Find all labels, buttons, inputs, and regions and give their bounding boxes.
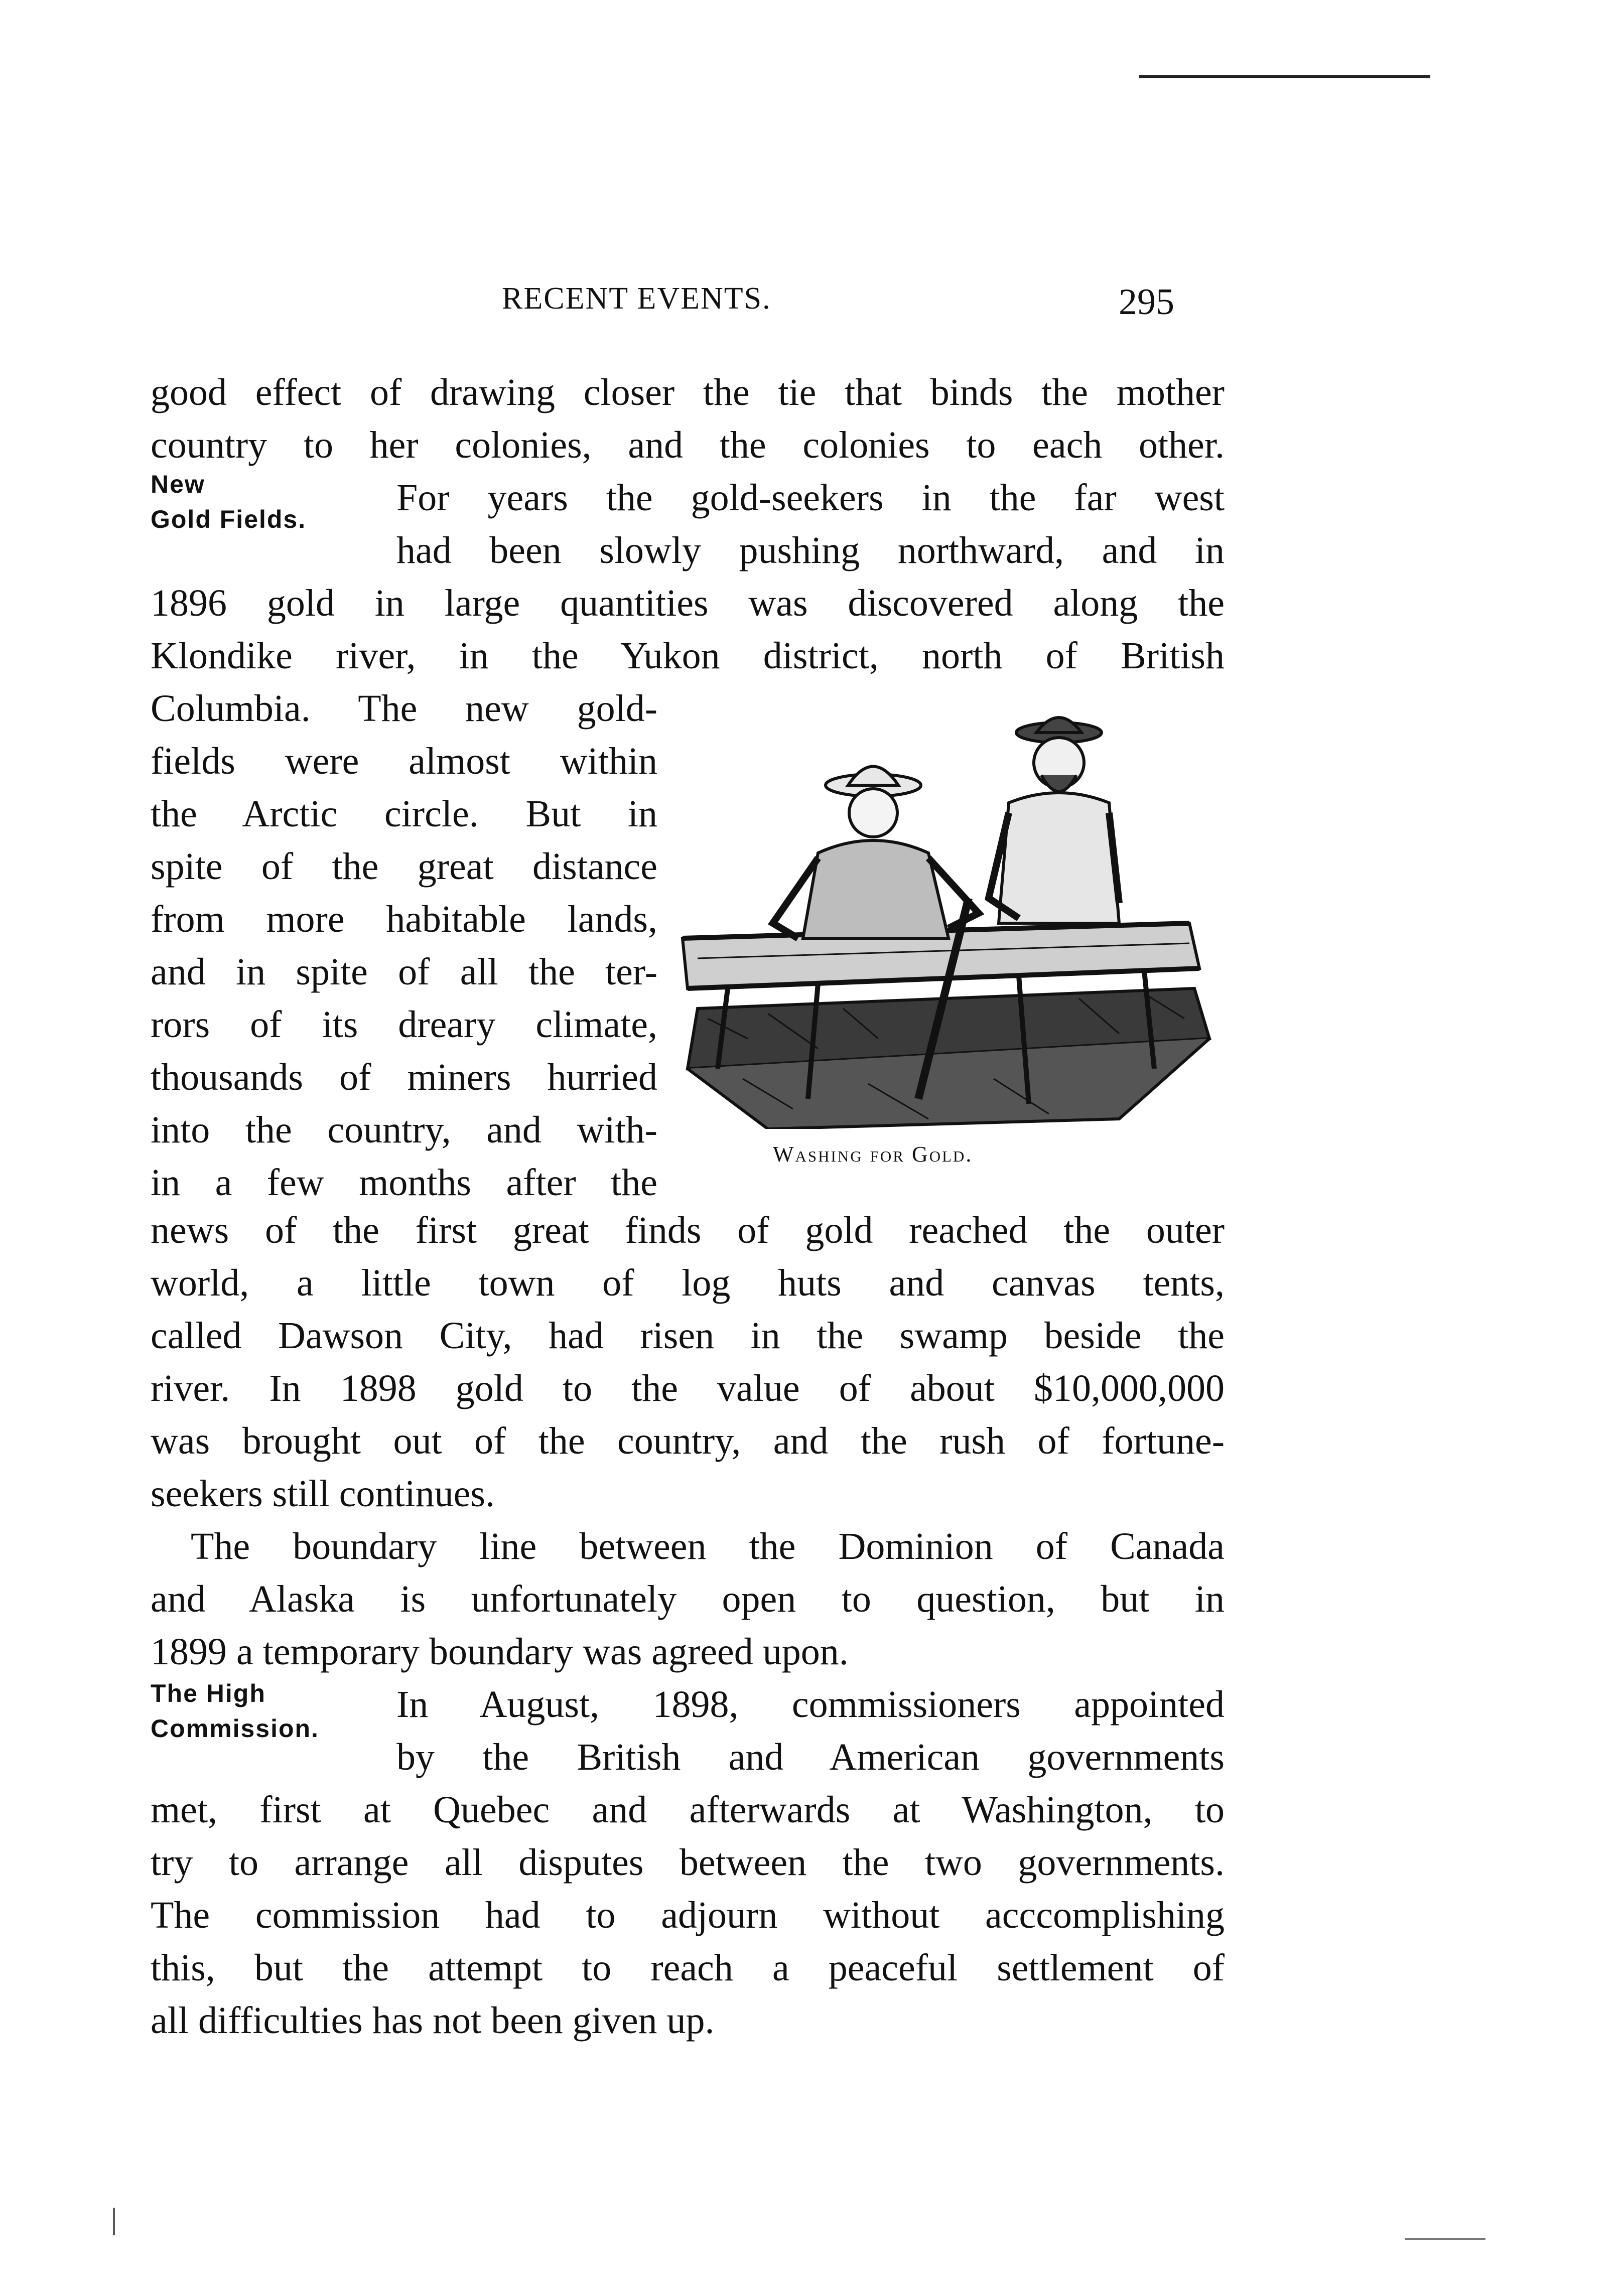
text-line: For years the gold-seekers in the far west [396, 477, 1225, 519]
text-line: into the country, and with- [151, 1109, 657, 1151]
text-line: news of the first great finds of gold reached the outer [151, 1209, 1225, 1251]
paragraph-new-gold-lead [396, 472, 1225, 577]
text-line: Klondike river, in the Yukon district, north of British [151, 635, 1225, 677]
paragraph-new-gold-after [151, 1204, 1225, 1520]
text-line: the Arctic circle. But in [151, 793, 657, 835]
text-line: met, first at Quebec and afterwards at Washington, to [151, 1789, 1225, 1831]
text-line: called Dawson City, had risen in the swamp beside the [151, 1315, 1225, 1357]
sidenote-line: New [151, 470, 205, 498]
sidenote-line: Commission. [151, 1714, 319, 1743]
page-number: 295 [1119, 281, 1174, 323]
paragraph-high-commission-lead [396, 1678, 1225, 1784]
scan-rule-top [1139, 75, 1430, 78]
text-line: The boundary line between the Dominion of Canada [191, 1525, 1225, 1567]
text-line: thousands of miners hurried [151, 1056, 657, 1098]
figure-caption: Washing for Gold. [773, 1142, 973, 1167]
text-line: and Alaska is unfortunately open to question, but in [151, 1578, 1225, 1620]
sidenote-line: Gold Fields. [151, 505, 307, 533]
running-header [502, 281, 1174, 326]
text-line: was brought out of the country, and the rush of fortune- [151, 1420, 1225, 1462]
washing-for-gold-illustration [667, 687, 1230, 1129]
text-line: rors of its dreary climate, [151, 1003, 657, 1046]
scan-rule-bottom [1405, 2238, 1485, 2240]
sidenote-new-gold-fields [151, 467, 306, 537]
paragraph-intro [151, 366, 1225, 472]
text-line: try to arrange all disputes between the two governments. [151, 1841, 1225, 1884]
text-line: in a few months after the [151, 1162, 657, 1204]
paragraph-high-commission-full [151, 1784, 1225, 2047]
text-line: river. In 1898 gold to the value of about $10,000,000 [151, 1367, 1225, 1409]
text-line: seekers still continues. [151, 1473, 495, 1515]
text-line: by the British and American governments [396, 1736, 1225, 1778]
paragraph-new-gold-narrow [151, 682, 657, 1209]
text-line: In August, 1898, commissioners appointed [396, 1683, 1225, 1726]
text-line: The commission had to adjourn without acccomplishing [151, 1894, 1225, 1936]
text-line: world, a little town of log huts and canvas tents, [151, 1262, 1225, 1304]
running-title: RECENT EVENTS. [502, 281, 771, 316]
text-line: good effect of drawing closer the tie that binds the mother [151, 371, 1225, 413]
text-line: Columbia. The new gold- [151, 687, 657, 730]
sidenote-high-commission [151, 1676, 319, 1746]
text-line: all difficulties has not been given up. [151, 1999, 715, 2042]
text-line: country to her colonies, and the colonies to each other. [151, 424, 1225, 466]
scan-mark-left [113, 2208, 115, 2235]
text-line: had been slowly pushing northward, and in [396, 529, 1225, 571]
sidenote-line: The High [151, 1679, 266, 1707]
text-line: 1896 gold in large quantities was discovered along the [151, 582, 1225, 624]
paragraph-new-gold-full [151, 577, 1225, 682]
text-line: 1899 a temporary boundary was agreed upon. [151, 1631, 849, 1673]
text-line: and in spite of all the ter- [151, 951, 657, 993]
text-line: from more habitable lands, [151, 898, 657, 940]
text-line: this, but the attempt to reach a peaceful settlement of [151, 1947, 1225, 1989]
text-line: spite of the great distance [151, 845, 657, 888]
text-line: fields were almost within [151, 740, 657, 782]
paragraph-boundary [151, 1520, 1225, 1678]
